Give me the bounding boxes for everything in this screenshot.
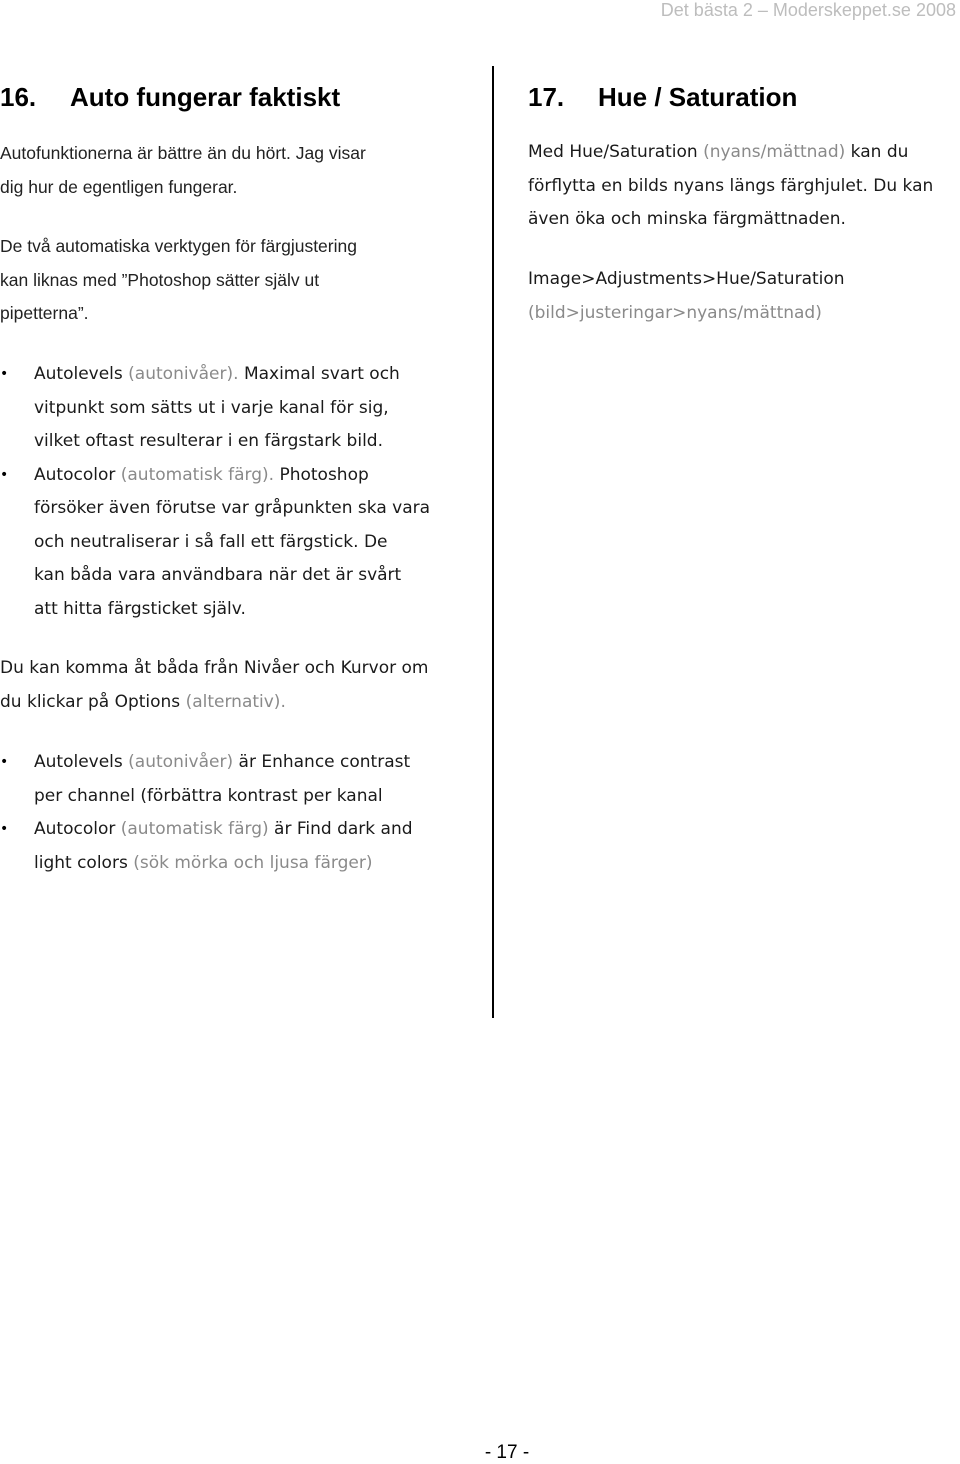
- menu-path: [528, 263, 845, 330]
- text-line: även öka och minska färgmättnaden.: [528, 209, 846, 229]
- text-span: Autocolor: [34, 819, 116, 839]
- text-span: Autolevels: [34, 752, 123, 772]
- bullet-icon: •: [0, 821, 9, 837]
- text-line: kan båda vara användbara när det är svårt: [34, 565, 402, 585]
- term-translation: (alternativ).: [185, 691, 286, 712]
- text-span: är Enhance contrast: [238, 752, 411, 772]
- text-span: Maximal svart och: [243, 364, 400, 384]
- text-span: Photoshop: [279, 464, 369, 485]
- section-number: 16.: [0, 82, 37, 112]
- text-span: kan du: [850, 142, 909, 162]
- term-translation: (automatisk färg).: [120, 464, 275, 485]
- text-span: du klickar på Options: [0, 691, 181, 712]
- text-span: Med Hue/Saturation: [528, 142, 698, 162]
- text-line: [0, 686, 428, 720]
- access-paragraph: [0, 652, 428, 719]
- text-line: [34, 847, 480, 881]
- term-translation: (autonivåer).: [128, 364, 239, 384]
- bullet-icon: •: [0, 366, 9, 382]
- term-translation: (nyans/mättnad): [703, 142, 846, 162]
- text-line: kan liknas med ”Photoshop sätter själv ut: [0, 269, 320, 290]
- text-line: pipetterna”.: [0, 303, 89, 323]
- section-title: Hue / Saturation: [598, 82, 798, 112]
- tools-paragraph: [0, 230, 357, 331]
- list-item: [0, 813, 480, 880]
- text-line: [34, 780, 480, 814]
- section-16-heading: [0, 82, 340, 113]
- list-item: [0, 746, 480, 813]
- page-number: - 17 -: [484, 1442, 530, 1463]
- text-line: [34, 459, 480, 493]
- section-17-heading: [528, 82, 797, 113]
- text-span: per channel (förbättra kontrast per kanal: [34, 785, 383, 806]
- text-line: Autofunktionerna är bättre än du hört. Jag visar: [0, 143, 366, 163]
- text-line: [34, 813, 480, 847]
- bullet-icon: •: [0, 754, 9, 770]
- text-line: dig hur de egentligen fungerar.: [0, 176, 238, 197]
- section-number: 17.: [528, 82, 565, 112]
- hue-saturation-intro: [528, 136, 933, 237]
- text-span: är Find dark and: [274, 819, 413, 839]
- text-line: [528, 136, 933, 170]
- text-line: vitpunkt som sätts ut i varje kanal för sig,: [34, 397, 389, 418]
- text-line: försöker även förutse var gråpunkten ska vara: [34, 498, 431, 518]
- bullet-icon: •: [0, 466, 9, 483]
- menu-equivalents-list: [0, 746, 480, 880]
- text-line: att hitta färgsticket själv.: [34, 598, 246, 619]
- term-autocolor: Autocolor: [34, 464, 116, 485]
- text-line: vilket oftast resulterar i en färgstark bild.: [34, 431, 383, 451]
- section-title: Auto fungerar faktiskt: [70, 82, 341, 112]
- menu-path-translation: (bild>justeringar>nyans/mättnad): [528, 302, 822, 323]
- text-line: [34, 746, 480, 780]
- list-item: [0, 358, 480, 459]
- text-line: och neutraliserar i så fall ett färgstick. De: [34, 531, 388, 552]
- text-line: förflytta en bilds nyans längs färghjulet. Du kan: [528, 175, 934, 196]
- text-line: De två automatiska verktygen för färgjustering: [0, 236, 357, 256]
- text-span: light colors: [34, 852, 128, 873]
- column-divider: [492, 66, 494, 1018]
- auto-tools-list: [0, 358, 480, 626]
- document-header: Det bästa 2 – Moderskeppet.se 2008: [660, 0, 956, 20]
- term-autolevels: Autolevels: [34, 364, 123, 384]
- text-line: [34, 358, 480, 392]
- term-translation: (autonivåer): [128, 752, 234, 772]
- term-translation: (sök mörka och ljusa färger): [133, 852, 373, 873]
- term-translation: (automatisk färg): [120, 819, 269, 839]
- list-item: [0, 459, 480, 627]
- menu-path-english: Image>Adjustments>Hue/Saturation: [528, 269, 845, 289]
- text-line: Du kan komma åt båda från Nivåer och Kurvor om: [0, 658, 429, 678]
- intro-paragraph: [0, 137, 366, 204]
